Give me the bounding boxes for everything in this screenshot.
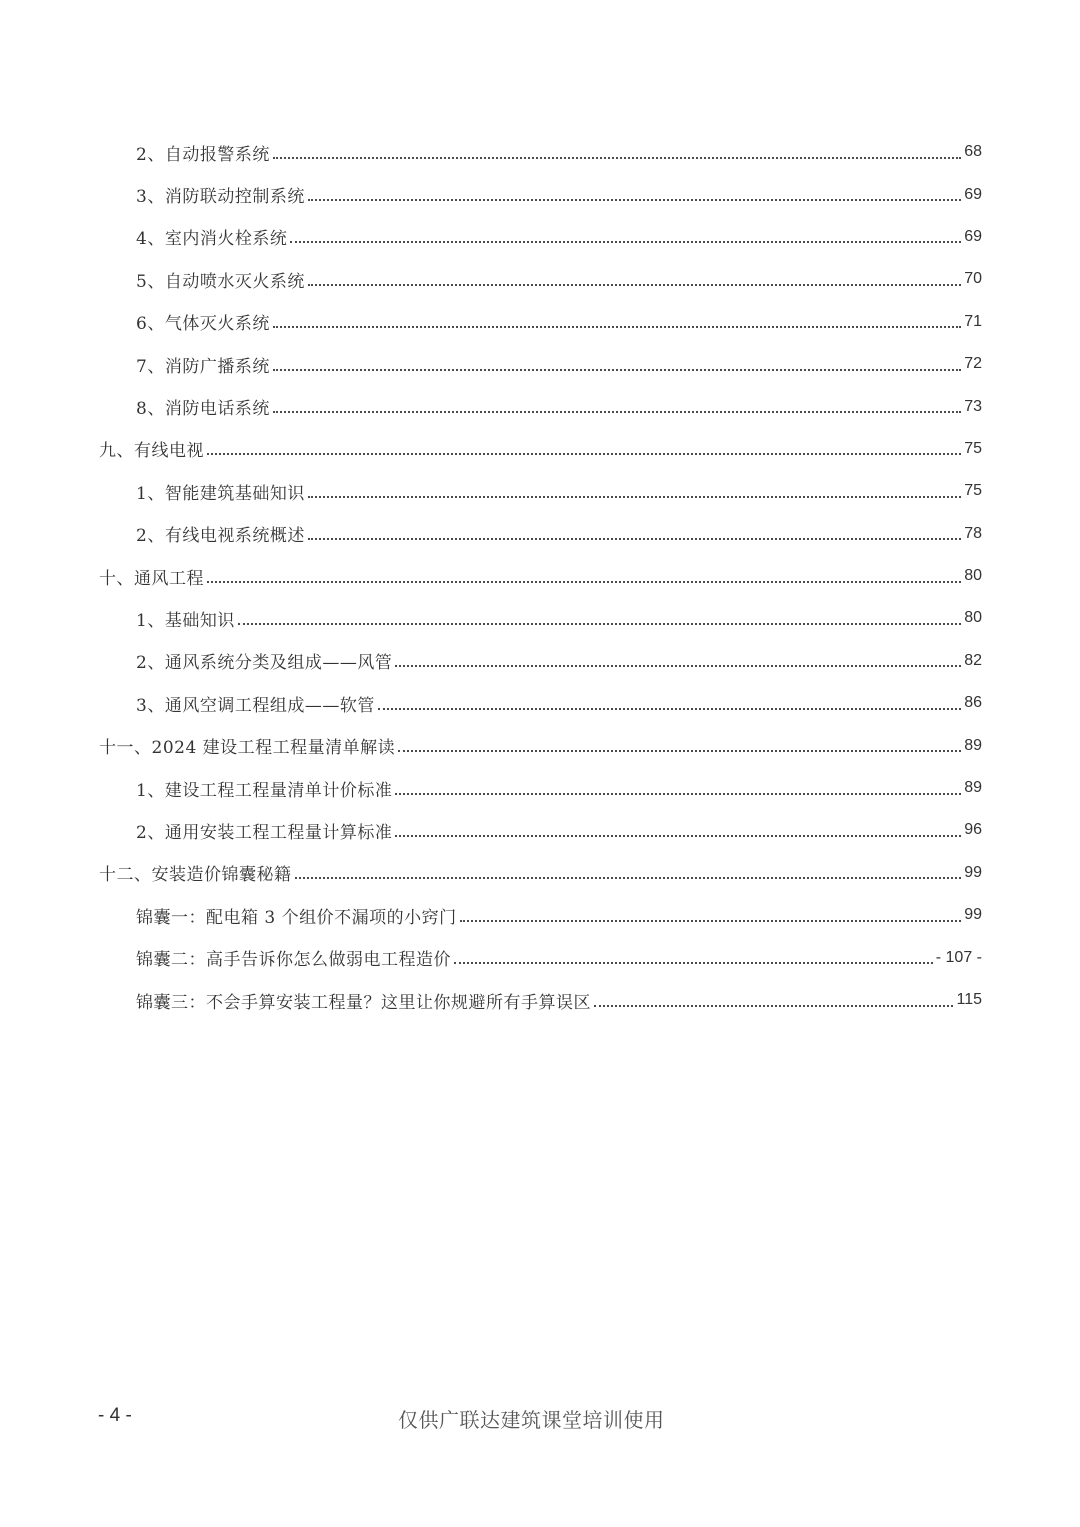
dot-leader <box>460 919 962 922</box>
toc-entry-page-number: 73 <box>964 397 982 415</box>
toc-entry-title: 锦囊三：不会手算安装工程量？这里让你规避所有手算误区 <box>136 992 591 1013</box>
toc-entry-page-number: 99 <box>964 906 982 924</box>
toc-subsection-entry[interactable] <box>0 513 1080 555</box>
toc-entry-page-number: 89 <box>964 736 982 754</box>
toc-subsection-entry[interactable] <box>0 470 1080 512</box>
toc-entry-page-number: 78 <box>964 524 982 542</box>
toc-entry-page-number: 68 <box>964 143 982 161</box>
toc-entry-page-number: 89 <box>964 779 982 797</box>
dot-leader <box>308 495 961 498</box>
toc-section-entry[interactable] <box>0 724 1080 766</box>
dot-leader <box>207 452 961 455</box>
dot-leader <box>238 622 961 625</box>
toc-subsection-entry[interactable] <box>0 216 1080 258</box>
toc-entry-title: 2、有线电视系统概述 <box>136 526 305 547</box>
dot-leader <box>594 1004 953 1007</box>
toc-subsection-entry[interactable] <box>0 640 1080 682</box>
toc-section-entry[interactable] <box>0 428 1080 470</box>
dot-leader <box>398 749 961 752</box>
toc-entry-title: 1、基础知识 <box>136 610 235 631</box>
toc-entry-title: 3、通风空调工程组成——软管 <box>136 695 375 716</box>
toc-subsection-entry[interactable] <box>0 767 1080 809</box>
dot-leader <box>290 240 961 243</box>
dot-leader <box>308 198 961 201</box>
dot-leader <box>273 368 961 371</box>
toc-entry-page-number: 75 <box>964 439 982 457</box>
page-number: - 4 - <box>98 1405 132 1426</box>
dot-leader <box>273 325 961 328</box>
toc-entry-title: 2、通风系统分类及组成——风管 <box>136 653 393 674</box>
toc-entry-title: 九、有线电视 <box>99 441 204 462</box>
toc-entry-title: 8、消防电话系统 <box>136 399 270 420</box>
toc-entry-title: 2、通用安装工程工程量计算标准 <box>136 822 393 843</box>
dot-leader <box>308 283 961 286</box>
dot-leader <box>273 410 961 413</box>
toc-subsection-entry[interactable] <box>0 131 1080 173</box>
toc-section-entry[interactable] <box>0 852 1080 894</box>
toc-entry-title: 1、智能建筑基础知识 <box>136 483 305 504</box>
dot-leader <box>395 664 961 667</box>
toc-entry-page-number: 70 <box>964 270 982 288</box>
footer-note: 仅供广联达建筑课堂培训使用 <box>398 1408 665 1432</box>
toc-subsection-entry[interactable] <box>0 979 1080 1021</box>
toc-subsection-entry[interactable] <box>0 682 1080 724</box>
dot-leader <box>295 876 962 879</box>
toc-subsection-entry[interactable] <box>0 173 1080 215</box>
toc-subsection-entry[interactable] <box>0 258 1080 300</box>
toc-entry-page-number: 96 <box>964 821 982 839</box>
toc-entry-title: 6、气体灭火系统 <box>136 314 270 335</box>
toc-entry-page-number: 86 <box>964 694 982 712</box>
toc-subsection-entry[interactable] <box>0 936 1080 978</box>
toc-entry-page-number: 99 <box>964 863 982 881</box>
dot-leader <box>454 961 933 964</box>
toc-entry-page-number: 72 <box>964 355 982 373</box>
dot-leader <box>395 834 961 837</box>
toc-entry-page-number: 69 <box>964 227 982 245</box>
toc-entry-title: 十二、安装造价锦囊秘籍 <box>99 865 292 886</box>
toc-entry-title: 4、室内消火栓系统 <box>136 229 288 250</box>
toc-subsection-entry[interactable] <box>0 385 1080 427</box>
table-of-contents <box>0 131 1080 1021</box>
toc-entry-page-number: 75 <box>964 482 982 500</box>
toc-entry-page-number: 71 <box>964 312 982 330</box>
toc-entry-title: 锦囊二：高手告诉你怎么做弱电工程造价 <box>136 950 451 971</box>
toc-entry-page-number: - 107 - <box>935 948 982 966</box>
dot-leader <box>207 580 961 583</box>
toc-entry-title: 2、自动报警系统 <box>136 144 270 165</box>
toc-entry-title: 锦囊一：配电箱 3 个组价不漏项的小窍门 <box>136 907 457 928</box>
toc-section-entry[interactable] <box>0 555 1080 597</box>
toc-entry-title: 1、建设工程工程量清单计价标准 <box>136 780 393 801</box>
toc-subsection-entry[interactable] <box>0 809 1080 851</box>
toc-entry-title: 5、自动喷水灭火系统 <box>136 271 305 292</box>
toc-entry-page-number: 80 <box>964 567 982 585</box>
toc-entry-title: 3、消防联动控制系统 <box>136 187 305 208</box>
toc-subsection-entry[interactable] <box>0 343 1080 385</box>
toc-entry-page-number: 69 <box>964 185 982 203</box>
toc-entry-page-number: 82 <box>964 651 982 669</box>
toc-entry-title: 十一、2024 建设工程工程量清单解读 <box>99 738 396 759</box>
dot-leader <box>395 792 961 795</box>
toc-subsection-entry[interactable] <box>0 597 1080 639</box>
dot-leader <box>378 707 961 710</box>
dot-leader <box>308 537 961 540</box>
dot-leader <box>273 156 961 159</box>
toc-subsection-entry[interactable] <box>0 301 1080 343</box>
toc-subsection-entry[interactable] <box>0 894 1080 936</box>
toc-entry-title: 十、通风工程 <box>99 568 204 589</box>
toc-entry-page-number: 80 <box>964 609 982 627</box>
toc-entry-page-number: 115 <box>956 991 982 1008</box>
toc-entry-title: 7、消防广播系统 <box>136 356 270 377</box>
